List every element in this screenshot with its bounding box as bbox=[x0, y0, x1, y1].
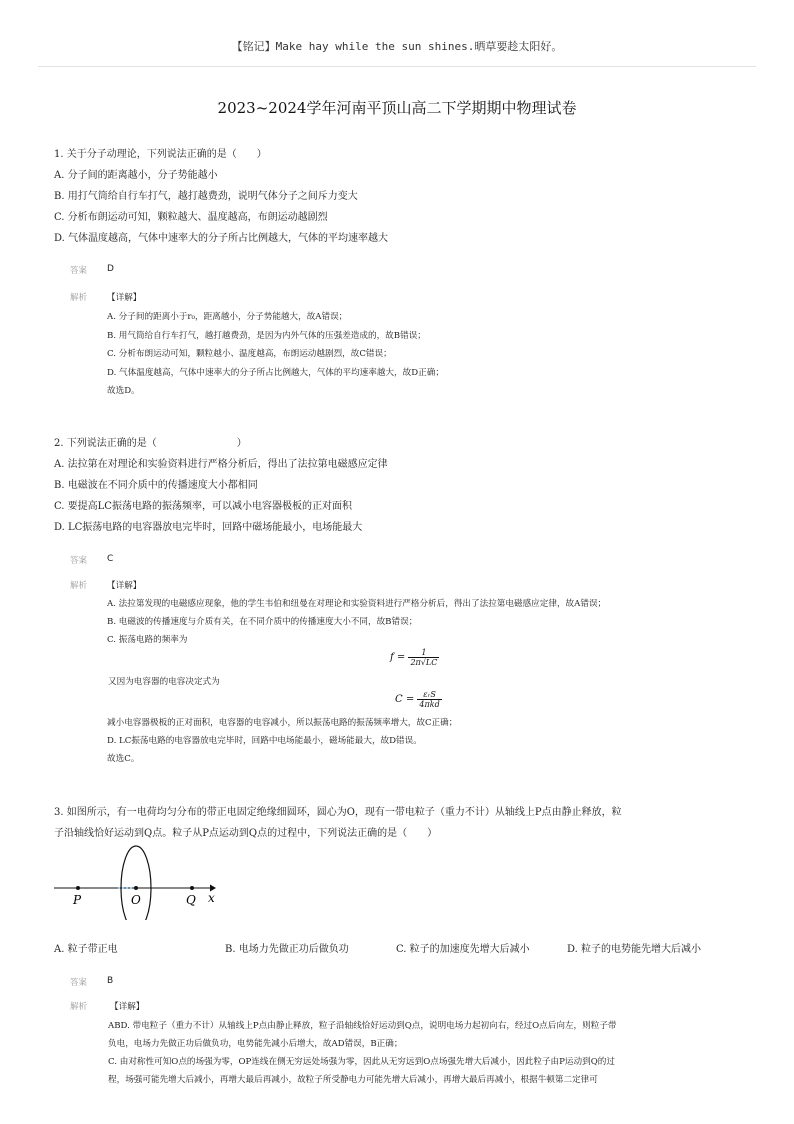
question-1-option-c: C. 分析布朗运动可知，颗粒越大、温度越高，布朗运动越剧烈 bbox=[54, 212, 328, 223]
question-1-analysis-a: A. 分子间的距离小于r₀，距离越小，分子势能越大，故A错误； bbox=[107, 312, 348, 322]
question-3-analysis-c-line-2: 程，场强可能先增大后减小，再增大最后再减小，故粒子所受静电力可能先增大后减小，再增大最后再减小，根据牛顿第二定律可 bbox=[108, 1075, 598, 1085]
question-3-option-c: C. 粒子的加速度先增大后减小 bbox=[396, 944, 530, 955]
question-1-stem: 1. 关于分子动理论，下列说法正确的是（ ） bbox=[54, 149, 267, 160]
answer-label: 答案 bbox=[70, 556, 88, 566]
question-2-analysis-c-conclusion: 减小电容器极板的正对面积，电容器的电容减小，所以振荡电路的振荡频率增大，故C正确； bbox=[107, 718, 458, 728]
question-3-stem-line-2: 子沿轴线恰好运动到Q点。粒子从P点运动到Q点的过程中，下列说法正确的是（ ） bbox=[54, 828, 438, 839]
question-2-option-a: A. 法拉第在对理论和实验资料进行严格分析后，得出了法拉第电磁感应定律 bbox=[54, 459, 388, 470]
question-2-analysis-c: C. 振荡电路的频率为 bbox=[107, 635, 188, 645]
label-q: Q bbox=[186, 893, 196, 907]
analysis-label: 解析 bbox=[70, 1002, 88, 1012]
question-3-stem-line-1: 3. 如图所示，有一电荷均匀分布的带正电固定绝缘细圆环，圆心为O，现有一带电粒子（重力不计）从轴线上P点由静止释放，粒 bbox=[54, 807, 622, 818]
page-title: 2023~2024学年河南平顶山高二下学期期中物理试卷 bbox=[217, 99, 577, 117]
question-3-analysis-abd-line-2: 负电，电场力先做正功后做负功，电势能先减小后增大，故AD错误，B正确； bbox=[108, 1039, 403, 1049]
question-2-answer: C bbox=[107, 554, 114, 564]
header-divider bbox=[38, 66, 756, 67]
question-3-analysis-c-line-1: C. 由对称性可知O点的场强为零，OP连线在侧无穷远处场强为零，因此从无穷远到O点场强先增大后减小，因此粒子由P运动到Q的过 bbox=[108, 1057, 615, 1067]
question-3-analysis-abd-line-1: ABD. 带电粒子（重力不计）从轴线上P点由静止释放，粒子沿轴线恰好运动到Q点，说明电场力起初向右，经过O点后向左，则粒子带 bbox=[108, 1021, 617, 1031]
question-1-option-d: D. 气体温度越高，气体中速率大的分子所占比例越大，气体的平均速率越大 bbox=[54, 233, 389, 244]
frequency-formula-lhs: f = bbox=[390, 652, 406, 663]
ring-axis-figure bbox=[50, 840, 230, 920]
frequency-denominator: 2π√LC bbox=[410, 658, 438, 667]
question-2-analysis-b: B. 电磁波的传播速度与介质有关，在不同介质中的传播速度大小不同，故B错误； bbox=[107, 617, 418, 627]
question-1-analysis-conclusion: 故选D。 bbox=[107, 386, 140, 396]
question-2-option-b: B. 电磁波在不同介质中的传播速度大小都相同 bbox=[54, 480, 258, 491]
point-q-dot bbox=[190, 886, 194, 890]
question-3-option-d: D. 粒子的电势能先增大后减小 bbox=[567, 944, 702, 955]
charged-ring bbox=[121, 846, 151, 920]
question-2-option-c: C. 要提高LC振荡电路的振荡频率，可以减小电容器极板的正对面积 bbox=[54, 501, 352, 512]
point-o-dot bbox=[134, 886, 138, 890]
analysis-label: 解析 bbox=[70, 293, 88, 303]
question-2-option-d: D. LC振荡电路的电容器放电完毕时，回路中磁场能最小，电场能最大 bbox=[54, 522, 363, 533]
point-p-dot bbox=[76, 886, 80, 890]
capacitance-numerator: εᵣS bbox=[417, 690, 441, 700]
capacitance-denominator: 4πkd bbox=[419, 700, 440, 709]
capacitance-formula bbox=[395, 690, 442, 709]
question-1-analysis-d: D. 气体温度越高，气体中速率大的分子所占比例越大，气体的平均速率越大，故D正确； bbox=[107, 368, 444, 378]
label-x: x bbox=[208, 891, 215, 905]
question-1-answer: D bbox=[107, 264, 114, 274]
frequency-numerator: 1 bbox=[408, 648, 439, 658]
answer-label: 答案 bbox=[70, 978, 88, 988]
question-3-option-a: A. 粒子带正电 bbox=[54, 944, 118, 955]
question-1-option-b: B. 用打气筒给自行车打气，越打越费劲，说明气体分子之间斥力变大 bbox=[54, 191, 358, 202]
question-1-option-a: A. 分子间的距离越小，分子势能越小 bbox=[54, 170, 218, 181]
label-o: O bbox=[131, 893, 141, 907]
capacitance-formula-lhs: C = bbox=[395, 694, 415, 705]
question-1-analysis-c: C. 分析布朗运动可知，颗粒越小、温度越高，布朗运动越剧烈，故C错误； bbox=[107, 349, 392, 359]
motto: 【铭记】Make hay while the sun shines.晒草要趁太阳好。 bbox=[231, 40, 563, 53]
question-3-answer: B bbox=[107, 976, 114, 986]
question-1-analysis-b: B. 用气筒给自行车打气，越打越费劲，是因为内外气体的压强差造成的，故B错误； bbox=[107, 331, 426, 341]
question-2-analysis-heading: 【详解】 bbox=[107, 581, 142, 591]
question-3-option-b: B. 电场力先做正功后做负功 bbox=[225, 944, 349, 955]
question-2-stem: 2. 下列说法正确的是（ ） bbox=[54, 438, 247, 449]
capacitance-fraction bbox=[417, 690, 441, 709]
analysis-label: 解析 bbox=[70, 581, 88, 591]
question-2-analysis-d: D. LC振荡电路的电容器放电完毕时，回路中电场能最小，磁场能最大，故D错误。 bbox=[107, 736, 422, 746]
question-2-analysis-a: A. 法拉第发现的电磁感应现象，他的学生韦伯和纽曼在对理论和实验资料进行严格分析后，得出了法拉第电磁感应定律，故A错误； bbox=[107, 599, 607, 609]
question-3-analysis-heading: 【详解】 bbox=[110, 1002, 145, 1012]
answer-label: 答案 bbox=[70, 266, 88, 276]
question-2-analysis-conclusion: 故选C。 bbox=[107, 754, 140, 764]
question-1-analysis-heading: 【详解】 bbox=[107, 293, 142, 303]
frequency-formula bbox=[390, 648, 439, 667]
label-p: P bbox=[73, 893, 82, 907]
question-2-analysis-capacitance-intro: 又因为电容器的电容决定式为 bbox=[108, 677, 220, 687]
frequency-fraction bbox=[408, 648, 439, 667]
